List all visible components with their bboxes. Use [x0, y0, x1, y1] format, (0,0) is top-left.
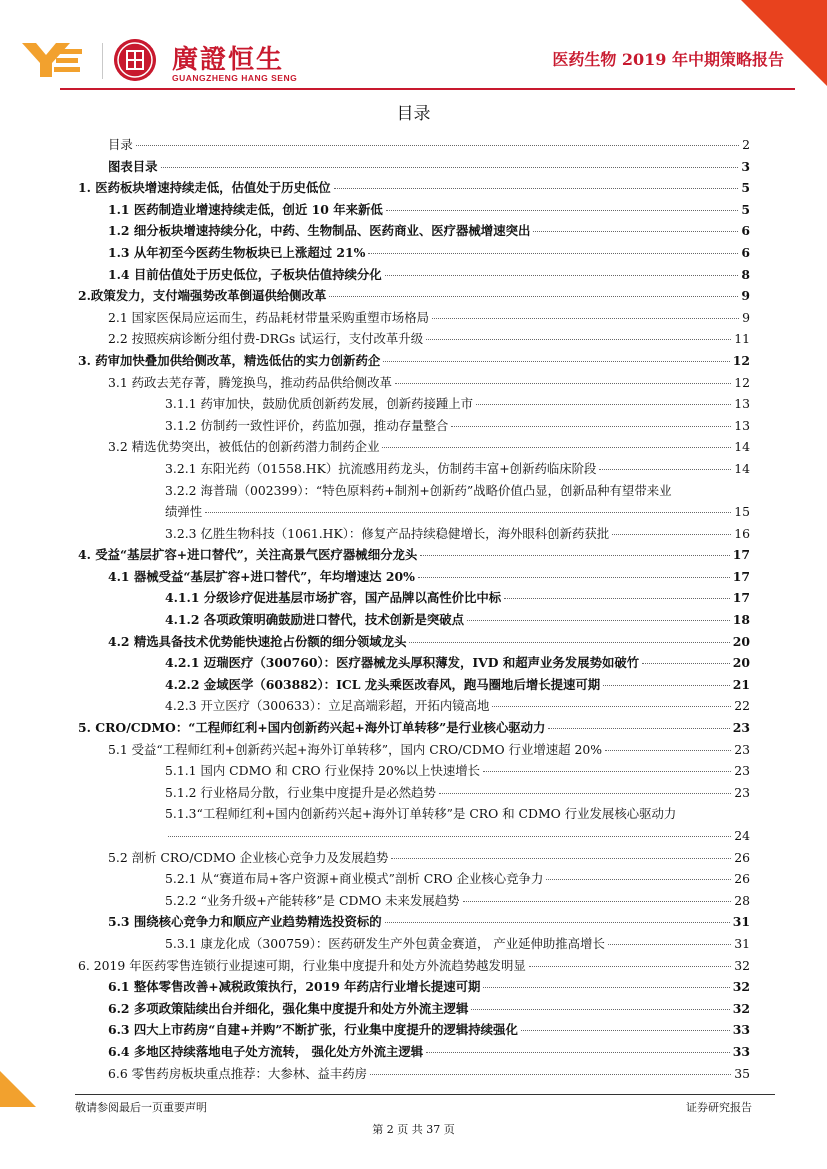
toc-page-number: 12 [732, 352, 750, 368]
toc-entry-label: 1.1 医药制造业增速持续走低，创近 10 年来新低 [108, 201, 383, 217]
toc-entry[interactable] [75, 1063, 750, 1085]
toc-entry[interactable] [75, 1019, 750, 1041]
footer-page-number: 第 2 页 共 37 页 [372, 1123, 455, 1136]
toc-leader-dots [463, 901, 732, 902]
toc-leader-dots [368, 253, 738, 254]
toc-entry-label: 3.2.3 亿胜生物科技（1061.HK）：修复产品持续稳健增长，海外眼科创新药获批 [165, 525, 610, 541]
toc-entry[interactable] [75, 156, 750, 178]
brand-name-en: GUANGZHENG HANG SENG [172, 73, 298, 83]
toc-page-number: 9 [742, 309, 750, 325]
toc-page-number: 22 [734, 698, 750, 714]
toc-page-number: 23 [734, 763, 750, 779]
toc-entry[interactable] [75, 177, 750, 199]
toc-entry-label: 3.2.1 东阳光药（01558.HK）抗流感用药龙头，仿制药丰富+创新药临床阶段 [165, 460, 597, 476]
toc-entry[interactable] [75, 264, 750, 286]
toc-entry-label: 4.2.1 迈瑞医疗（300760）：医疗器械龙头厚积薄发，IVD 和超声业务发展势如破竹 [165, 655, 640, 671]
header-divider [60, 88, 795, 90]
toc-page-number: 15 [734, 504, 750, 520]
footer-report-type: 证券研究报告 [686, 1101, 752, 1114]
toc-leader-dots [334, 188, 739, 189]
toc-page-number: 13 [734, 396, 750, 412]
toc-leader-dots [548, 728, 729, 729]
toc-leader-dots [420, 555, 729, 556]
toc-page-number: 8 [741, 266, 750, 282]
toc-entry-label: 5.1.3“工程师红利+国内创新药兴起+海外订单转移”是 CRO 和 CDMO 行业发展核心驱动力 [165, 806, 677, 822]
toc-entry[interactable] [75, 587, 750, 609]
brand-ye-logo-icon [22, 43, 84, 77]
toc-leader-dots [608, 944, 731, 945]
toc-entry-label: 4.2.2 金域医学（603882）：ICL 龙头乘医改春风，跑马圈地后增长提速可期 [165, 676, 601, 692]
toc-page-number: 6 [741, 223, 750, 239]
toc-entry[interactable] [75, 415, 750, 437]
logo-separator [102, 43, 103, 79]
toc-entry[interactable] [75, 631, 750, 653]
toc-leader-dots [642, 663, 730, 664]
toc-entry[interactable] [75, 566, 750, 588]
page-header [22, 35, 792, 87]
toc-leader-dots [382, 447, 731, 448]
toc-leader-dots [329, 296, 738, 297]
guangzheng-seal-icon [114, 39, 156, 81]
toc-leader-dots [370, 1074, 731, 1075]
toc-entry[interactable] [75, 480, 750, 523]
toc-page-number: 28 [734, 892, 750, 908]
toc-entry-label: 2.1 国家医保局应运而生，药品耗材带量采购重塑市场格局 [108, 309, 430, 325]
toc-entry[interactable] [75, 307, 750, 329]
brand-name-cn: 廣證恒生 [172, 45, 285, 75]
footer-disclaimer: 敬请参阅最后一页重要声明 [75, 1101, 207, 1114]
toc-page-number: 12 [734, 374, 750, 390]
toc-page-number: 21 [732, 676, 750, 692]
toc-entry[interactable] [75, 372, 750, 394]
toc-entry[interactable] [75, 976, 750, 998]
page-title: 目录 [396, 104, 431, 124]
toc-leader-dots [205, 512, 731, 513]
toc-leader-dots [432, 318, 739, 319]
toc-leader-dots [439, 793, 731, 794]
toc-entry-label: 2.2 按照疾病诊断分组付费-DRGs 试运行，支付改革升级 [108, 331, 424, 347]
toc-page-number: 6 [741, 244, 750, 260]
toc-page-number: 5 [741, 201, 750, 217]
toc-leader-dots [521, 1030, 730, 1031]
toc-leader-dots [483, 987, 729, 988]
report-title: 医药生物 2019 年中期策略报告 [552, 50, 784, 69]
toc-entry-label: 5.1.1 国内 CDMO 和 CRO 行业保持 20%以上快速增长 [165, 763, 481, 779]
toc-entry-label: 4.2 精选具备技术优势能快速抢占份额的细分领域龙头 [108, 633, 407, 649]
toc-page-number: 14 [734, 439, 750, 455]
toc-page-number: 31 [732, 914, 750, 930]
toc-entry-label: 5.1 受益“工程师红利+创新药兴起+海外订单转移”，国内 CRO/CDMO 行业增速超 20% [108, 741, 602, 757]
toc-entry-label: 6.1 整体零售改善+减税政策执行，2019 年药店行业增长提速可期 [108, 979, 481, 995]
toc-leader-dots [612, 534, 731, 535]
toc-leader-dots [418, 577, 730, 578]
toc-entry-label: 目录 [108, 137, 133, 152]
toc-page-number: 23 [734, 741, 750, 757]
toc-entry[interactable] [75, 134, 750, 156]
toc-entry-label: 4.1.2 各项政策明确鼓励进口替代，技术创新是突破点 [165, 612, 465, 628]
toc-page-number: 5 [741, 180, 750, 196]
toc-entry-label: 1.4 目前估值处于历史低位，子板块估值持续分化 [108, 266, 382, 282]
toc-leader-dots [391, 858, 731, 859]
toc-leader-dots [385, 275, 739, 276]
table-of-contents [75, 134, 750, 1084]
toc-leader-dots [136, 145, 739, 146]
toc-page-number: 9 [741, 288, 750, 304]
toc-entry-label: 4.2.3 开立医疗（300633）：立足高端彩超，开拓内镜高地 [165, 698, 490, 714]
toc-leader-dots [161, 167, 739, 168]
toc-page-number: 35 [734, 1065, 750, 1081]
toc-entry[interactable] [75, 523, 750, 545]
toc-page-number: 31 [734, 935, 750, 951]
toc-entry-label: 3.1.2 仿制药一致性评价，药监加强，推动存量整合 [165, 417, 449, 433]
toc-leader-dots [451, 426, 731, 427]
toc-entry-label-continued: 绩弹性 [165, 504, 203, 520]
toc-page-number: 26 [734, 871, 750, 887]
corner-decoration-bottom-left [0, 1071, 36, 1107]
toc-leader-dots [395, 383, 731, 384]
toc-entry[interactable] [75, 350, 750, 372]
toc-entry[interactable] [75, 393, 750, 415]
toc-entry[interactable] [75, 285, 750, 307]
toc-entry[interactable] [75, 760, 750, 782]
toc-page-number: 13 [734, 417, 750, 433]
toc-entry-label: 3. 药审加快叠加供给侧改革，精选低估的实力创新药企 [78, 352, 381, 368]
toc-page-number: 20 [732, 655, 750, 671]
toc-entry[interactable] [75, 890, 750, 912]
toc-page-number: 11 [734, 331, 750, 347]
toc-leader-dots [546, 879, 731, 880]
toc-page-number: 24 [734, 828, 750, 843]
toc-entry-label: 3.2 精选优势突出，被低估的创新药潜力制药企业 [108, 439, 380, 455]
toc-page-number: 32 [732, 979, 750, 995]
toc-entry[interactable] [75, 1041, 750, 1063]
toc-entry[interactable] [75, 609, 750, 631]
toc-entry[interactable] [75, 717, 750, 739]
toc-entry[interactable] [75, 652, 750, 674]
toc-entry-label: 1.3 从年初至今医药生物板块已上涨超过 21% [108, 244, 366, 260]
toc-entry[interactable] [75, 436, 750, 458]
toc-entry[interactable] [75, 847, 750, 869]
toc-leader-dots [426, 339, 731, 340]
toc-entry-label: 4. 受益“基层扩容+进口替代”，关注高景气医疗器械细分龙头 [78, 547, 418, 563]
toc-entry-label: 5.3 围绕核心竞争力和顺应产业趋势精选投资标的 [108, 914, 382, 930]
toc-entry-label: 5.3.1 康龙化成（300759）：医药研发生产外包黄金赛道， 产业延伸助推高增长 [165, 935, 605, 951]
toc-leader-dots [533, 231, 738, 232]
toc-page-number: 33 [732, 1043, 750, 1059]
toc-entry-label: 6.4 多地区持续落地电子处方流转， 强化处方外流主逻辑 [108, 1043, 424, 1059]
toc-page-number: 33 [732, 1022, 750, 1038]
toc-page-number: 23 [732, 720, 750, 736]
toc-entry-label: 6.6 零售药房板块重点推荐：大参林、益丰药房 [108, 1065, 368, 1081]
footer-divider [75, 1094, 775, 1095]
toc-leader-dots [467, 620, 730, 621]
toc-leader-dots [476, 404, 731, 405]
toc-entry[interactable] [75, 868, 750, 890]
toc-leader-dots [471, 1009, 729, 1010]
toc-leader-dots [385, 922, 730, 923]
toc-entry[interactable] [75, 544, 750, 566]
toc-entry-label: 5.2.2 “业务升级+产能转移”是 CDMO 未来发展趋势 [165, 892, 460, 908]
toc-entry[interactable] [75, 199, 750, 221]
toc-page-number: 16 [734, 525, 750, 541]
toc-entry[interactable] [75, 998, 750, 1020]
toc-entry-label: 3.2.2 海普瑞（002399）：“特色原料药+制剂+创新药”战略价值凸显，创新品种有望带来业 [165, 482, 672, 498]
toc-entry[interactable] [75, 674, 750, 696]
toc-entry-label: 6. 2019 年医药零售连锁行业提速可期，行业集中度提升和处方外流趋势越发明显 [78, 957, 526, 973]
toc-leader-dots [409, 642, 729, 643]
toc-page-number: 17 [732, 547, 750, 563]
toc-leader-dots [599, 469, 731, 470]
toc-leader-dots [492, 706, 731, 707]
toc-page-number: 17 [732, 590, 750, 606]
toc-entry[interactable] [75, 933, 750, 955]
toc-leader-dots [483, 771, 731, 772]
toc-entry-label: 5.2 剖析 CRO/CDMO 企业核心竞争力及发展趋势 [108, 849, 389, 865]
toc-page-number: 23 [734, 784, 750, 800]
toc-leader-dots [426, 1052, 730, 1053]
toc-leader-dots [603, 685, 730, 686]
toc-entry-label: 6.2 多项政策陆续出台并细化，强化集中度提升和处方外流主逻辑 [108, 1000, 469, 1016]
toc-page-number: 18 [732, 612, 750, 628]
toc-entry[interactable] [75, 242, 750, 264]
toc-entry-label: 3.1.1 药审加快，鼓励优质创新药发展，创新药接踵上市 [165, 396, 474, 412]
toc-entry-label: 5.1.2 行业格局分散，行业集中度提升是必然趋势 [165, 784, 436, 800]
toc-entry-label: 3.1 药政去芜存菁，腾笼换鸟，推动药品供给侧改革 [108, 374, 392, 390]
toc-entry[interactable] [75, 911, 750, 933]
toc-entry-label: 2.政策发力，支付端强势改革倒逼供给侧改革 [78, 288, 327, 304]
toc-entry[interactable] [75, 782, 750, 804]
toc-page-number: 3 [741, 158, 750, 174]
toc-leader-dots [504, 598, 730, 599]
toc-entry-label: 图表目录 [108, 158, 158, 174]
toc-leader-dots [605, 750, 731, 751]
toc-page-number: 32 [732, 1000, 750, 1016]
toc-entry[interactable] [75, 955, 750, 977]
toc-leader-dots [386, 210, 739, 211]
toc-entry[interactable] [75, 328, 750, 350]
toc-entry[interactable] [75, 458, 750, 480]
toc-leader-dots [529, 966, 731, 967]
toc-page-number: 26 [734, 849, 750, 865]
toc-page-number: 17 [732, 568, 750, 584]
toc-entry[interactable] [75, 739, 750, 761]
toc-entry[interactable] [75, 695, 750, 717]
toc-entry-label: 5.2.1 从“赛道布局+客户资源+商业模式”剖析 CRO 企业核心竞争力 [165, 871, 544, 887]
toc-entry-label: 4.1.1 分级诊疗促进基层市场扩容，国产品牌以高性价比中标 [165, 590, 502, 606]
toc-entry[interactable] [75, 220, 750, 242]
toc-entry-label: 1. 医药板块增速持续走低，估值处于历史低位 [78, 180, 331, 196]
toc-page-number: 32 [734, 957, 750, 973]
toc-entry-label: 6.3 四大上市药房“自建+并购”不断扩张，行业集中度提升的逻辑持续强化 [108, 1022, 518, 1038]
toc-entry[interactable] [75, 803, 750, 846]
toc-page-number: 2 [742, 137, 750, 152]
toc-page-number: 20 [732, 633, 750, 649]
toc-entry-label: 4.1 器械受益“基层扩容+进口替代”，年均增速达 20% [108, 568, 415, 584]
toc-leader-dots [168, 836, 731, 837]
toc-page-number: 14 [734, 460, 750, 476]
toc-leader-dots [383, 361, 730, 362]
toc-entry-label: 1.2 细分板块增速持续分化，中药、生物制品、医药商业、医疗器械增速突出 [108, 223, 531, 239]
toc-entry-label: 5. CRO/CDMO：“工程师红利+国内创新药兴起+海外订单转移”是行业核心驱动力 [78, 720, 546, 736]
